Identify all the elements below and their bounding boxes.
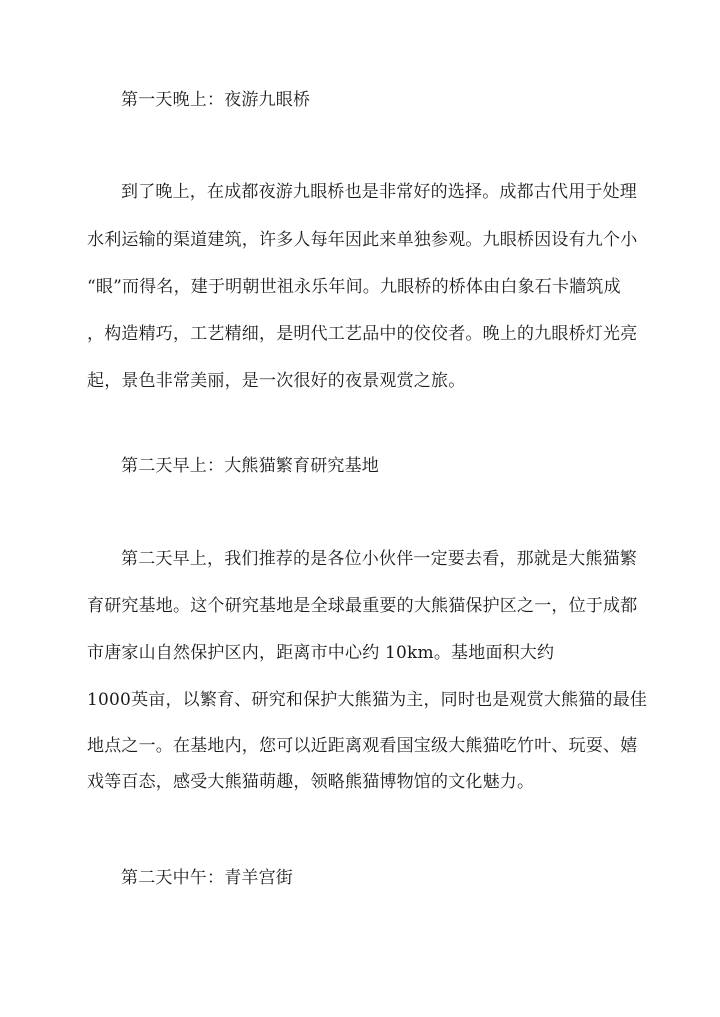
paragraph-line: ，构造精巧，工艺精细，是明代工艺品中的佼佼者。晚上的九眼桥灯光亮 — [87, 324, 638, 344]
paragraph-line: 1000英亩，以繁育、研究和保护大熊猫为主，同时也是观赏大熊猫的最佳 — [87, 690, 648, 710]
paragraph-line: 戏等百态，感受大熊猫萌趣，领略熊猫博物馆的文化魅力。 — [87, 772, 535, 792]
paragraph-line: 育研究基地。这个研究基地是全球最重要的大熊猫保护区之一，位于成都 — [87, 596, 638, 616]
paragraph-line: 市唐家山自然保护区内，距离市中心约 10km。基地面积大约 — [87, 643, 555, 663]
paragraph-line: “眼”而得名，建于明朝世祖永乐年间。九眼桥的桥体由白象石卡牆筑成 — [87, 277, 621, 297]
paragraph-line: 起，景色非常美丽，是一次很好的夜景观赏之旅。 — [87, 371, 466, 391]
section-heading-day2-morning: 第二天早上：大熊猫繁育研究基地 — [121, 456, 379, 476]
paragraph-line: 地点之一。在基地内，您可以近距离观看国宝级大熊猫吃竹叶、玩耍、嬉 — [87, 736, 638, 756]
paragraph-line: 到了晚上，在成都夜游九眼桥也是非常好的选择。成都古代用于处理 — [121, 182, 637, 202]
paragraph-line: 第二天早上，我们推荐的是各位小伙伴一定要去看，那就是大熊猫繁 — [121, 549, 637, 569]
section-heading-day1-evening: 第一天晚上：夜游九眼桥 — [121, 90, 311, 110]
paragraph-line: 水利运输的渠道建筑，许多人每年因此来单独参观。九眼桥因设有九个小 — [87, 230, 638, 250]
section-heading-day2-noon: 第二天中午：青羊宫街 — [121, 868, 293, 888]
